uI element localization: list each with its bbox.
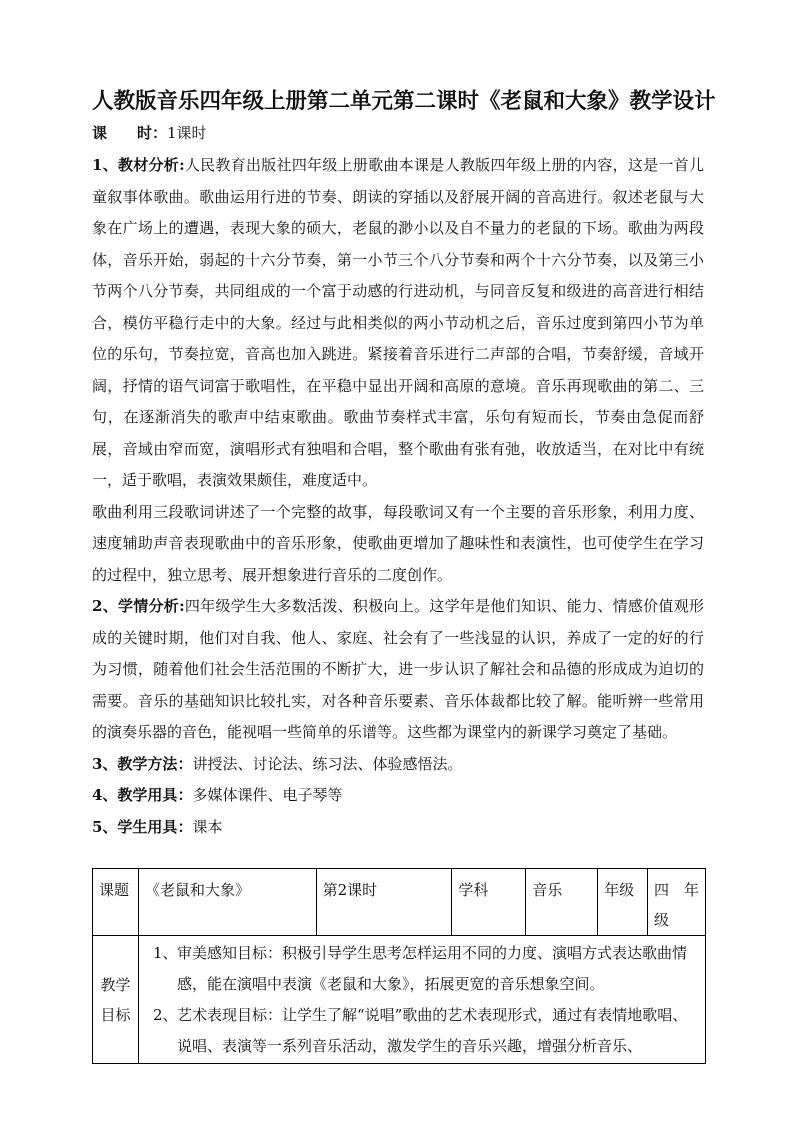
section-teaching-methods xyxy=(92,749,704,781)
section-student-tools xyxy=(92,812,704,844)
section-text: 人民教育出版社四年级上册歌曲本课是人教版四年级上册的内容，这是一首儿童叙事体歌曲。歌曲运用行进的节奏、朗读的穿插以及舒展开阔的音高进行。叙述老鼠与大象在广场上的遭遇，表现大象的硕大，老鼠的渺小以及自不量力的老鼠的下场。歌曲为两段体，音乐开始，弱起的十六分节奏，第一小节三个八分节奏和两个十六分节奏，以及第三小节两个八分节奏，共同组成的一个富于动感的行进动机，与同音反复和级进的高音进行相结合，模仿平稳行走中的大象。经过与此相类似的两小节动机之后，音乐过度到第四小节为单位的乐句，节奏拉宽，音高也加入跳进。紧接着音乐进行二声部的合唱，节奏舒缓，音域开阔，抒情的语气词富于歌唱性，在平稳中显出开阔和高原的意境。音乐再现歌曲的第二、三句，在逐渐消失的歌声中结束歌曲。歌曲节奏样式丰富，乐句有短而长，节奏由急促而舒展，音域由窄而宽，演唱形式有独唱和合唱，整个歌曲有张有弛，收放适当，在对比中有统一，适于歌唱，表演效果颇佳，难度适中。 xyxy=(92,156,704,489)
table-cell xyxy=(648,869,706,936)
table-cell xyxy=(93,936,139,1064)
section-text: 四年级学生大多数活泼、积极向上。这学年是他们知识、能力、情感价值观形成的关键时期，他们对自我、他人、家庭、社会有了一些浅显的认识，养成了一定的好的行为习惯，随着他们社会生活范围的不断扩大，进一步认识了解社会和品德的形成成为迫切的需要。音乐的基础知识比较扎实，对各种音乐要素、音乐体裁都比较了解。能听辨一些常用的演奏乐器的音色，能视唱一些简单的乐谱等。这些都为课堂内的新课学习奠定了基础。 xyxy=(92,597,704,741)
topic-label: 课题 xyxy=(99,881,130,899)
table-row xyxy=(93,869,706,936)
document-title: 人教版音乐四年级上册第二单元第二课时《老鼠和大象》教学设计 xyxy=(92,89,716,114)
table-cell xyxy=(93,869,139,936)
section-text: 讲授法、讨论法、练习法、体验感悟法。 xyxy=(192,754,463,773)
table-cell xyxy=(452,869,526,936)
topic-value: 《老鼠和大象》 xyxy=(144,881,250,899)
objective-text: 艺术表现目标：让学生了解“说唱”歌曲的艺术表现形式，通过有表情地歌唱、说唱、表演等一系列音乐活动，激发学生的音乐兴趣，增强分析音乐、 xyxy=(176,1006,688,1055)
grade-label: 年级 xyxy=(604,881,635,899)
table-row xyxy=(93,936,706,1064)
period-value: 第2课时 xyxy=(322,881,378,899)
section-text: 课本 xyxy=(192,817,223,836)
section-heading: 1、教材分析: xyxy=(92,156,185,174)
class-hours-label: 课 时： xyxy=(92,124,168,142)
section-heading: 3、教学方法： xyxy=(92,754,193,773)
table-cell xyxy=(138,936,705,1064)
class-hours-value: 1课时 xyxy=(167,124,207,142)
table-cell xyxy=(598,869,648,936)
class-hours-line xyxy=(92,122,207,143)
section-heading: 5、学生用具： xyxy=(92,817,193,836)
section-student-analysis xyxy=(92,591,704,749)
grade-value: 四 年级 xyxy=(654,881,700,929)
subject-label: 学科 xyxy=(458,881,489,899)
section-heading: 2、学情分析: xyxy=(92,597,185,615)
table-cell xyxy=(526,869,598,936)
document-body xyxy=(92,150,704,843)
objective-text: 审美感知目标：积极引导学生思考怎样运用不同的力度、演唱方式表达歌曲情感，能在演唱中表演《老鼠和大象》，拓展更宽的音乐想象空间。 xyxy=(176,944,687,993)
section-heading: 4、教学用具： xyxy=(92,786,193,804)
section-teaching-tools xyxy=(92,780,704,812)
objective-number: 1、 xyxy=(152,944,178,962)
section-textbook-analysis xyxy=(92,150,704,497)
section-lyrics-paragraph xyxy=(92,497,704,592)
section-text: 多媒体课件、电子琴等 xyxy=(192,786,343,804)
table-cell xyxy=(316,869,452,936)
section-text: 歌曲利用三段歌词讲述了一个完整的故事，每段歌词又有一个主要的音乐形象，利用力度、速度辅助声音表现歌曲中的音乐形象，使歌曲更增加了趣味性和表演性，也可使学生在学习的过程中，独立思考、展开想象进行音乐的二度创作。 xyxy=(92,502,704,584)
objective-number: 2、 xyxy=(152,1006,178,1024)
objective-item xyxy=(145,1000,699,1062)
objective-item xyxy=(145,938,699,1000)
lesson-table xyxy=(92,868,706,1064)
objectives-label: 教学目标 xyxy=(100,975,131,1024)
subject-value: 音乐 xyxy=(532,881,563,899)
table-cell xyxy=(138,869,316,936)
